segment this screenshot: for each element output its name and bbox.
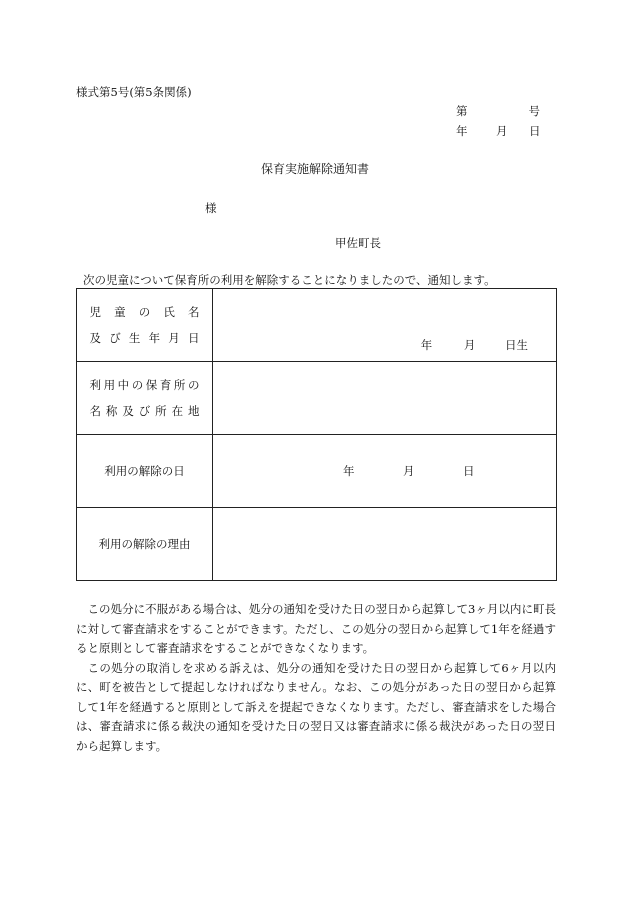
addressee-suffix: 様	[205, 201, 217, 215]
birth-month: 月	[463, 338, 476, 352]
document-title: 保育実施解除通知書	[260, 162, 369, 176]
issue-date-year: 年	[456, 124, 468, 138]
table-row	[77, 435, 557, 508]
label-line: 及び生年月日	[89, 331, 200, 345]
label-facility	[77, 362, 213, 435]
release-year: 年	[343, 464, 355, 478]
form-number: 様式第5号(第5条関係)	[76, 85, 192, 99]
child-name-birth-field[interactable]	[213, 289, 557, 362]
birth-date	[421, 337, 528, 353]
issuer: 甲佐町長	[335, 236, 381, 250]
info-table	[76, 288, 557, 581]
release-reason-field[interactable]	[213, 508, 557, 581]
appeal-note: この処分に不服がある場合は、処分の通知を受けた日の翌日から起算して3ヶ月以内に町長に対して審査請求をすることができます。ただし、この処分の翌日から起算して1年を経過すると原則として審査請求をすることができなくなります。	[76, 602, 556, 655]
release-month: 月	[403, 464, 415, 478]
birth-year: 年	[420, 338, 433, 352]
lawsuit-note: この処分の取消しを求める訴えは、処分の通知を受けた日の翌日から起算して6ヶ月以内に、町を被告として提起しなければなりません。なお、この処分があった日の翌日から起算して1年を経過すると原則として訴えを提起できなくなります。ただし、審査請求をした場合は、審査請求に係る裁決の通知を受けた日の翌日又は審査請求に係る裁決があった日の翌日から起算します。	[76, 660, 556, 753]
number-suffix: 号	[528, 104, 540, 118]
release-date	[213, 463, 556, 479]
number-prefix: 第	[456, 104, 468, 118]
table-row	[77, 289, 557, 362]
release-date-field[interactable]	[213, 435, 557, 508]
issue-date-day: 日	[529, 124, 541, 138]
table-row	[77, 362, 557, 435]
birth-day: 日生	[505, 338, 528, 352]
label-release-reason: 利用の解除の理由	[77, 508, 213, 581]
table-row	[77, 508, 557, 581]
issue-date-month: 月	[496, 124, 508, 138]
release-day: 日	[463, 464, 475, 478]
label-line: 児童の氏名	[89, 305, 200, 319]
label-line: 利用中の保育所の	[89, 378, 200, 392]
intro-text: 次の児童について保育所の利用を解除することになりましたので、通知します。	[83, 273, 496, 287]
label-child-name-birth	[77, 289, 213, 362]
label-release-date: 利用の解除の日	[77, 435, 213, 508]
notes	[76, 600, 556, 756]
facility-field[interactable]	[213, 362, 557, 435]
label-line: 名称及び所在地	[89, 404, 200, 418]
